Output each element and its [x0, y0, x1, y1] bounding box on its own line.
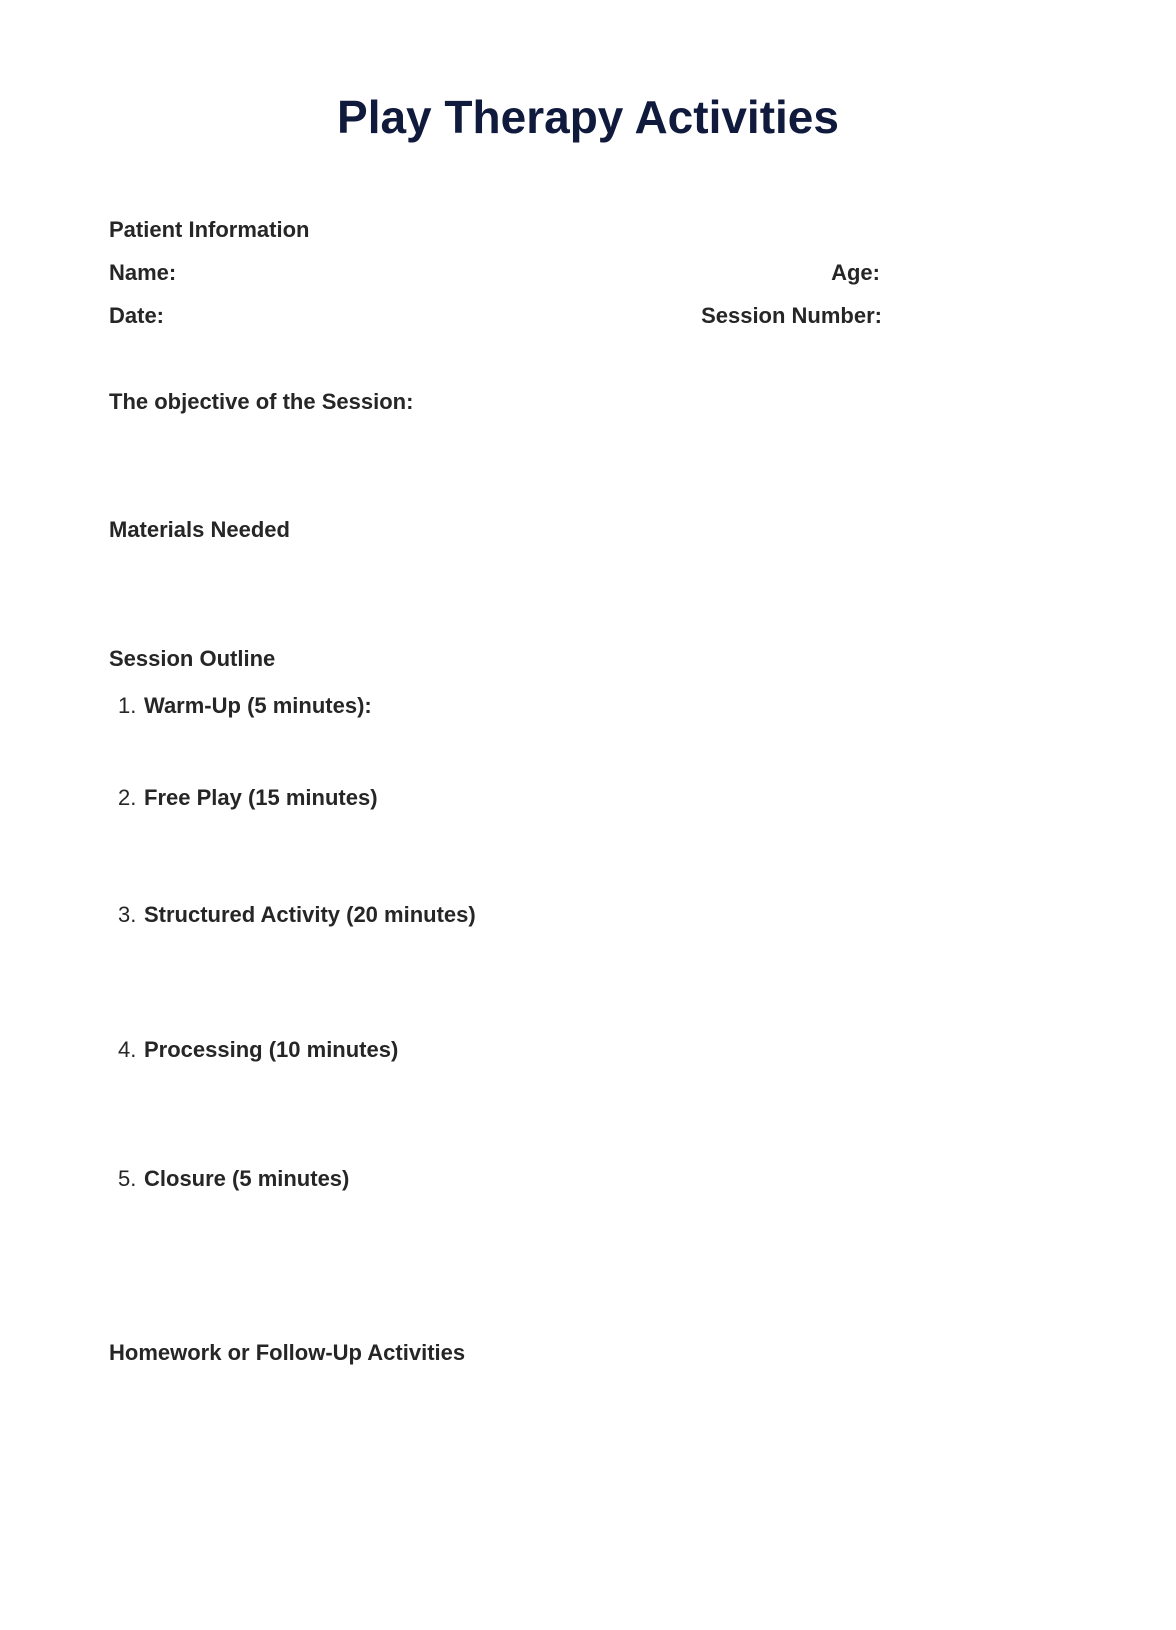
- outline-item-text: Closure (5 minutes): [144, 1166, 350, 1191]
- outline-item-warm-up: [118, 695, 372, 717]
- outline-item-text: Processing (10 minutes): [144, 1037, 399, 1062]
- age-label: Age:: [831, 260, 880, 285]
- homework-heading: Homework or Follow-Up Activities: [109, 1340, 466, 1365]
- patient-information-heading: Patient Information: [109, 217, 310, 242]
- session-outline-heading: Session Outline: [109, 646, 276, 671]
- outline-item-text: Free Play (15 minutes): [144, 785, 378, 810]
- name-label: Name:: [109, 260, 177, 285]
- date-label: Date:: [109, 303, 165, 328]
- outline-item-structured-activity: [118, 904, 476, 926]
- outline-item-text: Warm-Up (5 minutes):: [144, 693, 372, 718]
- page-title: Play Therapy Activities: [337, 91, 839, 143]
- outline-item-number: 2.: [118, 785, 137, 810]
- outline-item-text: Structured Activity (20 minutes): [144, 902, 476, 927]
- outline-item-number: 3.: [118, 902, 137, 927]
- session-number-label: Session Number:: [701, 303, 882, 328]
- outline-item-processing: [118, 1039, 398, 1061]
- outline-item-number: 5.: [118, 1166, 137, 1191]
- outline-item-closure: [118, 1168, 349, 1190]
- outline-item-number: 4.: [118, 1037, 137, 1062]
- materials-heading: Materials Needed: [109, 517, 290, 542]
- outline-item-number: 1.: [118, 693, 137, 718]
- objective-heading: The objective of the Session:: [109, 389, 414, 414]
- outline-item-free-play: [118, 787, 378, 809]
